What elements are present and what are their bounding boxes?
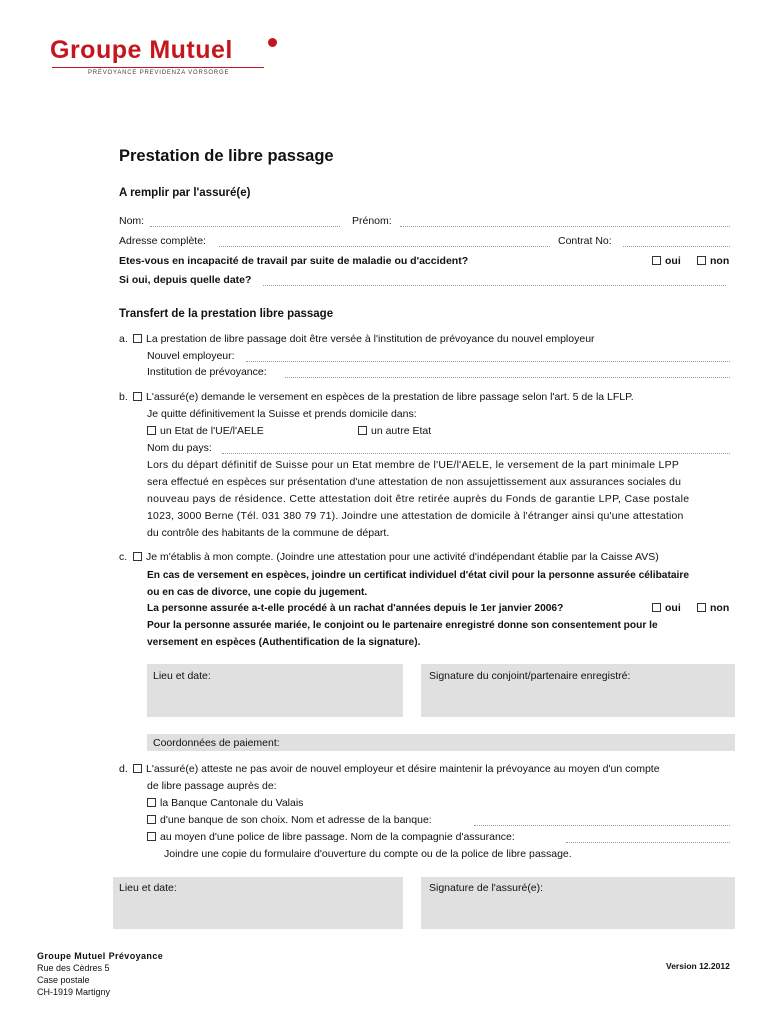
pays-label: Nom du pays: (147, 442, 212, 454)
quitte-text: Je quitte définitivement la Suisse et prends domicile dans: (147, 408, 417, 420)
pays-field[interactable] (222, 443, 730, 454)
rachat-question: La personne assurée a-t-elle procédé à un rachat d'années depuis le 1er janvier 2006? (147, 603, 564, 614)
rachat-oui[interactable]: oui (652, 602, 681, 615)
assurance-field[interactable] (566, 832, 730, 843)
employeur-field[interactable] (246, 351, 730, 362)
checkbox-icon[interactable] (652, 256, 661, 265)
adresse-label: Adresse complète: (119, 235, 206, 247)
c-bold-text: ou en cas de divorce, une copie du jugement. (147, 587, 368, 598)
footer-version: Version 12.2012 (666, 961, 730, 971)
nom-label: Nom: (119, 215, 145, 227)
c-bold-text: En cas de versement en espèces, joindre un certificat individuel d'état civil pour la personne assurée célibataire (147, 570, 689, 581)
logo-dot-icon (268, 38, 277, 47)
lieu-date-label: Lieu et date: (119, 882, 177, 894)
option-a-letter: a. (119, 333, 128, 345)
option-c[interactable]: Je m'établis à mon compte. (Joindre une attestation pour une activité d'indépendant établie par la Caisse AVS) (133, 551, 659, 564)
checkbox-icon[interactable] (147, 798, 156, 807)
option-ue[interactable]: un Etat de l'UE/l'AELE (147, 425, 264, 438)
checkbox-icon[interactable] (133, 552, 142, 561)
nom-field[interactable] (150, 216, 340, 227)
b-paragraph-line: Lors du départ définitif de Suisse pour un Etat membre de l'UE/l'AELE, le versement de la part minimale LPP (147, 459, 680, 471)
option-b[interactable]: L'assuré(e) demande le versement en espèces de la prestation de libre passage selon l'art. 5 de la LFLP. (133, 391, 634, 404)
coordonnees-label: Coordonnées de paiement: (153, 737, 280, 749)
b-paragraph-line: sera effectué en espèces sur présentation d'une attestation de non assujettissement aux assurances sociales du (147, 476, 682, 488)
section2-heading: Transfert de la prestation libre passage (119, 308, 334, 320)
option-bcvs[interactable]: la Banque Cantonale du Valais (147, 797, 303, 810)
rachat-non[interactable]: non (697, 602, 729, 615)
checkbox-icon[interactable] (697, 256, 706, 265)
logo (50, 36, 233, 65)
adresse-field[interactable] (219, 236, 550, 247)
checkbox-icon[interactable] (147, 815, 156, 824)
c-signature-label: Signature du conjoint/partenaire enregistré: (429, 670, 631, 682)
employeur-label: Nouvel employeur: (147, 350, 235, 362)
incapacite-oui[interactable]: oui (652, 255, 681, 268)
c-signature-box[interactable] (421, 664, 735, 717)
checkbox-icon[interactable] (697, 603, 706, 612)
prenom-label: Prénom: (352, 215, 392, 227)
checkbox-icon[interactable] (147, 426, 156, 435)
contrat-field[interactable] (623, 236, 730, 247)
incapacite-question: Etes-vous en incapacité de travail par suite de maladie ou d'accident? (119, 255, 469, 267)
option-b-letter: b. (119, 391, 128, 403)
signature-assure-box[interactable] (421, 877, 735, 929)
footer-address-line: CH-1919 Martigny (37, 987, 111, 997)
checkbox-icon[interactable] (133, 334, 142, 343)
footer-address-line: Rue des Cèdres 5 (37, 963, 110, 973)
b-paragraph-line: 1023, 3000 Berne (Tél. 031 380 79 71). Joindre une attestation de domicile à l'étranger ainsi qu'une attestation (147, 510, 684, 522)
logo-tagline: PRÉVOYANCE PREVIDENZA VORSORGE (88, 70, 230, 76)
logo-rule (52, 67, 264, 68)
checkbox-icon[interactable] (133, 392, 142, 401)
c-bold-text: Pour la personne assurée mariée, le conjoint ou le partenaire enregistré donne son consentement pour le (147, 620, 658, 631)
logo-text: Groupe Mutuel (50, 36, 233, 64)
c-lieu-date-box[interactable] (147, 664, 403, 717)
option-a[interactable]: La prestation de libre passage doit être versée à l'institution de prévoyance du nouvel employeur (133, 333, 595, 346)
signature-assure-label: Signature de l'assuré(e): (429, 882, 544, 894)
coordonnees-box[interactable] (147, 734, 735, 751)
option-autre-etat[interactable]: un autre Etat (358, 425, 431, 438)
option-c-letter: c. (119, 551, 128, 563)
d-text-line2: de libre passage auprès de: (147, 780, 277, 792)
contrat-label: Contrat No: (558, 235, 612, 247)
page-title: Prestation de libre passage (119, 147, 334, 165)
option-police[interactable]: au moyen d'une police de libre passage. Nom de la compagnie d'assurance: (147, 831, 515, 844)
checkbox-icon[interactable] (652, 603, 661, 612)
section1-heading: A remplir par l'assuré(e) (119, 187, 251, 199)
depuis-label: Si oui, depuis quelle date? (119, 274, 252, 286)
d-joindre-text: Joindre une copie du formulaire d'ouverture du compte ou de la police de libre passage. (164, 848, 572, 860)
checkbox-icon[interactable] (133, 764, 142, 773)
c-bold-text: versement en espèces (Authentification de la signature). (147, 637, 421, 648)
prenom-field[interactable] (400, 216, 730, 227)
c-lieu-date-label: Lieu et date: (153, 670, 211, 682)
checkbox-icon[interactable] (147, 832, 156, 841)
institution-field[interactable] (285, 367, 730, 378)
incapacite-non[interactable]: non (697, 255, 729, 268)
institution-label: Institution de prévoyance: (147, 366, 267, 378)
b-paragraph-line: nouveau pays de résidence. Cette attestation doit être retirée auprès du Fonds de garantie LPP, Case postale (147, 493, 690, 505)
banque-field[interactable] (474, 815, 730, 826)
depuis-field[interactable] (263, 275, 726, 286)
b-paragraph-line: du contrôle des habitants de la commune de départ. (147, 527, 390, 539)
checkbox-icon[interactable] (358, 426, 367, 435)
option-d-letter: d. (119, 763, 128, 775)
option-d[interactable]: L'assuré(e) atteste ne pas avoir de nouvel employeur et désire maintenir la prévoyance au moyen d'un compte (133, 763, 660, 776)
lieu-date-box[interactable] (113, 877, 403, 929)
footer-address-line: Case postale (37, 975, 90, 985)
footer-company: Groupe Mutuel Prévoyance (37, 951, 164, 961)
option-banque[interactable]: d'une banque de son choix. Nom et adresse de la banque: (147, 814, 432, 827)
